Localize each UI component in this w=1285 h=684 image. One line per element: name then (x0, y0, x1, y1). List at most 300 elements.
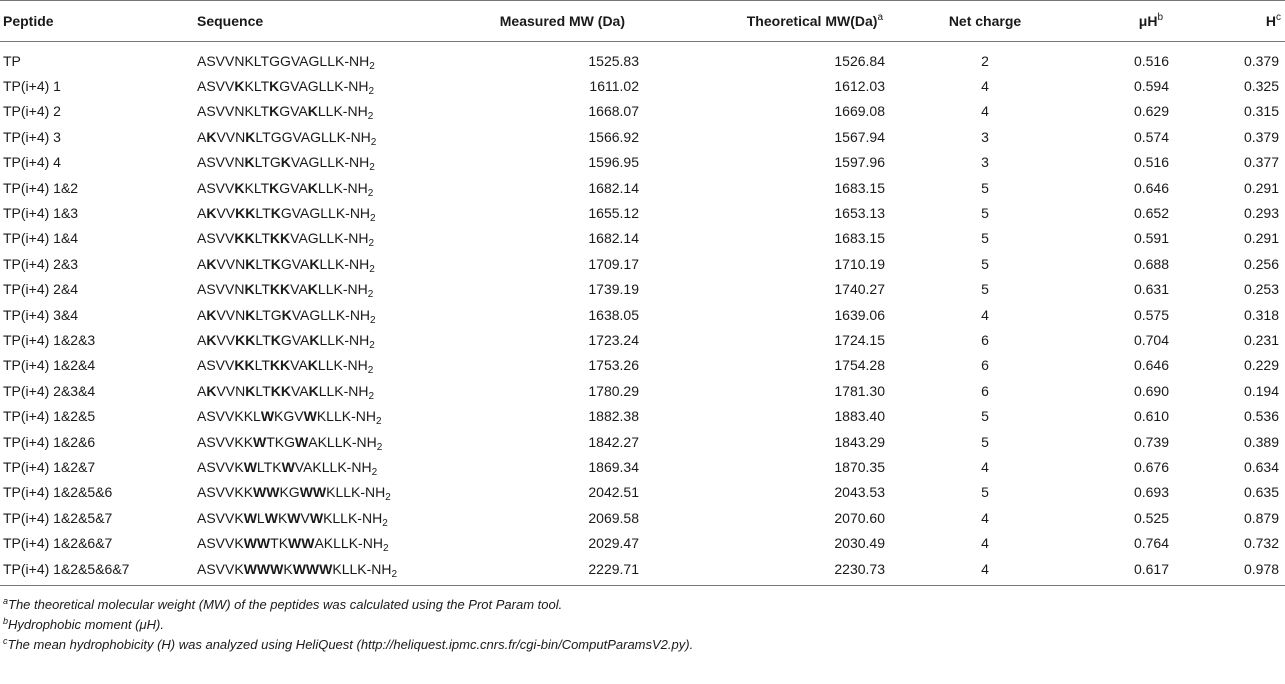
substituted-residue: WW (299, 484, 327, 501)
sequence-segment: ASVVN (197, 154, 245, 171)
table-row (0, 277, 1285, 302)
sequence-segment: GVA (279, 103, 308, 120)
sequence-cell (193, 42, 421, 74)
substituted-residue: K (245, 255, 256, 272)
theoretical-mw-cell: 1653.13 (834, 205, 885, 222)
hydrophobic-moment-cell: 0.594 (1133, 78, 1169, 95)
sequence-cell (193, 505, 421, 530)
table-row (0, 150, 1285, 175)
sequence-cell (193, 150, 421, 175)
substituted-residue: WWW (292, 560, 333, 577)
table-row (0, 175, 1285, 200)
theoretical-mw-cell: 2030.49 (834, 535, 885, 552)
measured-mw-cell: 2042.51 (588, 484, 639, 501)
net-charge-cell: 4 (981, 458, 989, 475)
hydrophobic-moment-cell: 0.610 (1133, 408, 1169, 425)
sequence-segment: KGV (274, 408, 304, 425)
net-charge-cell: 5 (981, 205, 989, 222)
substituted-residue: K (281, 306, 292, 323)
substituted-residue: KK (269, 281, 291, 298)
measured-mw-cell: 1842.27 (588, 433, 639, 450)
sequence-segment: LLK-NH (317, 357, 368, 374)
sequence-segment: LT (254, 357, 270, 374)
substituted-residue: W (295, 433, 309, 450)
substituted-residue: K (206, 205, 217, 222)
footnote (3, 635, 1143, 655)
theoretical-mw-cell: 1567.94 (834, 128, 885, 145)
measured-mw-cell: 1611.02 (589, 78, 639, 95)
hydrophobic-moment-cell: 0.688 (1133, 255, 1169, 272)
substituted-residue: W (281, 458, 295, 475)
substituted-residue: WW (288, 535, 315, 552)
sequence-segment: VA (290, 382, 309, 399)
hydrophobic-moment-cell: 0.525 (1133, 509, 1169, 526)
measured-mw-cell: 1709.17 (588, 255, 639, 272)
net-charge-cell: 3 (981, 128, 989, 145)
substituted-residue: W (287, 509, 301, 526)
peptide-name-cell: TP(i+4) 3&4 (3, 306, 79, 323)
sequence-segment: ASVVK (197, 458, 244, 475)
substituted-residue: W (303, 408, 317, 425)
sequence-segment: ASVVK (197, 509, 244, 526)
sequence-segment: ASVV (197, 230, 235, 247)
hydrophobic-moment-cell: 0.676 (1133, 458, 1169, 475)
sequence-segment: A (197, 306, 207, 323)
substituted-residue: K (206, 331, 217, 348)
sequence-segment: AKLLK-NH (314, 535, 383, 552)
sequence-segment: AKLLK-NH (308, 433, 377, 450)
sequence-cell (193, 429, 421, 454)
substituted-residue: W (260, 408, 275, 425)
theoretical-mw-cell: 1683.15 (834, 230, 885, 247)
sequence-cell (193, 556, 421, 586)
substituted-residue: W (243, 458, 257, 475)
sequence-segment: VVN (216, 382, 246, 399)
hydrophobic-moment-cell: 0.693 (1133, 484, 1169, 501)
hydrophobic-moment-cell: 0.591 (1133, 230, 1169, 247)
substituted-residue: K (269, 78, 280, 95)
table-body (0, 42, 1285, 586)
sequence-segment: ASVVNKLT (197, 103, 270, 120)
substituted-residue: KK (234, 357, 255, 374)
sequence-segment: ASVVKKL (197, 408, 261, 425)
hydrophobic-moment-cell: 0.617 (1049, 556, 1195, 586)
sequence-segment: VVN (216, 255, 246, 272)
sequence-segment: LLK-NH (317, 103, 368, 120)
theoretical-mw-cell: 1669.08 (834, 103, 885, 120)
header-hydrophobic-moment-label: μH (1138, 13, 1158, 29)
amide-subscript: 2 (369, 162, 375, 174)
table-row (0, 505, 1285, 530)
hydrophobicity-cell: 0.379 (1243, 128, 1279, 145)
footnote-text: Hydrophobic moment (μH). (8, 617, 164, 633)
sequence-cell (193, 226, 421, 251)
sequence-segment: LLK-NH (317, 179, 368, 196)
sequence-segment: VAGLLK-NH (290, 154, 370, 171)
substituted-residue: WW (243, 535, 271, 552)
substituted-residue: K (309, 255, 320, 272)
sequence-segment: VVN (216, 306, 246, 323)
sequence-segment: LLK-NH (319, 255, 370, 272)
footnote-mark: c (3, 636, 8, 647)
hydrophobicity-cell: 0.379 (1243, 52, 1279, 69)
sequence-segment: A (197, 255, 207, 272)
substituted-residue: KK (234, 230, 255, 247)
sequence-segment: K (277, 509, 288, 526)
header-peptide: Peptide (0, 1, 193, 42)
sequence-cell (193, 73, 421, 98)
theoretical-mw-cell: 1526.84 (834, 52, 885, 69)
net-charge-cell: 4 (921, 556, 1049, 586)
hydrophobicity-cell: 0.389 (1243, 433, 1279, 450)
net-charge-cell: 5 (981, 433, 989, 450)
peptide-name-cell: TP(i+4) 1&2&7 (3, 458, 96, 475)
theoretical-mw-cell: 1612.03 (834, 78, 885, 95)
theoretical-mw-cell: 2070.60 (834, 509, 885, 526)
sequence-segment: LLK-NH (317, 281, 368, 298)
substituted-residue: W (253, 433, 267, 450)
substituted-residue: WWW (243, 560, 284, 577)
substituted-residue: KK (270, 382, 291, 399)
header-hydrophobic-moment (1049, 1, 1195, 42)
amide-subscript: 2 (370, 314, 376, 326)
measured-mw-cell: 1739.19 (588, 281, 639, 298)
sequence-cell (193, 277, 421, 302)
peptide-name-cell: TP(i+4) 1&2&5&6&7 (0, 556, 193, 586)
substituted-residue: K (206, 255, 217, 272)
sequence-segment: LT (255, 382, 271, 399)
table-row (0, 378, 1285, 403)
net-charge-cell: 5 (981, 484, 989, 501)
sequence-cell (193, 327, 421, 352)
peptide-name-cell: TP (3, 52, 21, 69)
sequence-cell (193, 454, 421, 479)
theoretical-mw-cell: 1740.27 (834, 281, 885, 298)
measured-mw-cell: 1525.83 (588, 52, 639, 69)
substituted-residue: K (234, 179, 245, 196)
header-hydrophobicity-label: H (1265, 13, 1276, 29)
table-row (0, 327, 1285, 352)
substituted-residue: W (309, 509, 324, 526)
sequence-segment: KLT (244, 179, 270, 196)
peptide-name-cell: TP(i+4) 1&2&4 (3, 357, 96, 374)
substituted-residue: K (269, 179, 280, 196)
hydrophobicity-cell: 0.229 (1243, 357, 1279, 374)
substituted-residue: W (243, 509, 257, 526)
substituted-residue: K (307, 357, 318, 374)
measured-mw-cell: 1882.38 (588, 408, 639, 425)
measured-mw-cell: 1682.14 (588, 179, 639, 196)
substituted-residue: K (234, 78, 245, 95)
substituted-residue: K (270, 255, 281, 272)
footnote-mark-b: b (1157, 12, 1163, 23)
hydrophobic-moment-cell: 0.575 (1133, 306, 1169, 323)
amide-subscript: 2 (371, 466, 378, 478)
sequence-segment: LT (254, 230, 270, 247)
table-header (0, 1, 1285, 42)
hydrophobic-moment-cell: 0.574 (1133, 128, 1169, 145)
sequence-segment: LT (255, 331, 271, 348)
sequence-segment: LLK-NH (318, 382, 369, 399)
hydrophobicity-cell: 0.231 (1243, 331, 1279, 348)
hydrophobic-moment-cell: 0.739 (1133, 433, 1169, 450)
peptide-name-cell: TP(i+4) 1&2&6 (3, 433, 96, 450)
peptide-name-cell: TP(i+4) 4 (3, 154, 61, 171)
amide-subscript: 2 (382, 543, 389, 555)
sequence-segment: LTG (254, 154, 281, 171)
hydrophobic-moment-cell: 0.764 (1133, 535, 1169, 552)
hydrophobicity-cell: 0.377 (1243, 154, 1279, 171)
amide-subscript: 2 (369, 263, 375, 275)
sequence-segment: LT (255, 255, 271, 272)
sequence-segment: LTK (256, 458, 282, 475)
table-row (0, 480, 1285, 505)
peptide-name-cell: TP(i+4) 2 (3, 103, 61, 120)
table-row (0, 200, 1285, 225)
table-row (0, 251, 1285, 276)
amide-subscript: 2 (382, 517, 388, 529)
hydrophobic-moment-cell: 0.704 (1133, 331, 1169, 348)
sequence-segment: V (300, 509, 310, 526)
sequence-segment: ASVVN (197, 281, 245, 298)
amide-subscript: 2 (385, 492, 391, 504)
header-theoretical-mw-label: Theoretical MW(Da) (746, 13, 878, 29)
net-charge-cell: 5 (981, 281, 989, 298)
amide-subscript: 2 (367, 289, 374, 301)
sequence-segment: KLLK-NH (323, 509, 383, 526)
hydrophobic-moment-cell: 0.516 (1133, 52, 1169, 69)
sequence-segment: GVAGLLK-NH (280, 205, 371, 222)
footnote-mark: b (3, 616, 9, 627)
amide-subscript: 2 (368, 238, 375, 250)
substituted-residue: K (307, 103, 318, 120)
substituted-residue: K (206, 306, 217, 323)
measured-mw-cell: 2029.47 (588, 535, 639, 552)
theoretical-mw-cell: 2043.53 (834, 484, 885, 501)
sequence-cell (193, 99, 421, 124)
sequence-segment: KLLK-NH (332, 560, 392, 577)
peptide-name-cell: TP(i+4) 1&2&3 (3, 331, 96, 348)
sequence-segment: ASVVKK (197, 484, 254, 501)
sequence-cell (193, 530, 421, 555)
peptide-name-cell: TP(i+4) 2&3 (3, 255, 79, 272)
substituted-residue: K (245, 382, 256, 399)
hydrophobic-moment-cell: 0.646 (1133, 179, 1169, 196)
hydrophobicity-cell: 0.291 (1243, 230, 1279, 247)
measured-mw-cell: 1566.92 (588, 128, 639, 145)
substituted-residue: WW (253, 484, 280, 501)
net-charge-cell: 4 (981, 78, 989, 95)
net-charge-cell: 4 (981, 306, 989, 323)
substituted-residue: K (245, 128, 256, 145)
theoretical-mw-cell: 1639.06 (834, 306, 885, 323)
sequence-segment: GVAGLLK-NH (279, 78, 369, 95)
net-charge-cell: 6 (981, 357, 989, 374)
amide-subscript: 2 (369, 60, 375, 72)
sequence-segment: A (197, 382, 207, 399)
measured-mw-cell: 1596.95 (588, 154, 639, 171)
peptide-name-cell: TP(i+4) 3 (3, 128, 61, 145)
substituted-residue: K (308, 382, 319, 399)
hydrophobicity-cell: 0.732 (1243, 535, 1279, 552)
peptide-name-cell: TP(i+4) 1 (3, 78, 61, 95)
measured-mw-cell: 1655.12 (588, 205, 639, 222)
substituted-residue: K (269, 103, 280, 120)
substituted-residue: K (244, 281, 255, 298)
footnote-mark-a: a (877, 12, 883, 23)
sequence-segment: ASVV (197, 357, 235, 374)
substituted-residue: K (280, 154, 291, 171)
sequence-segment: GVA (279, 179, 308, 196)
sequence-segment: GVA (280, 255, 310, 272)
amide-subscript: 2 (375, 416, 382, 428)
sequence-segment: L (256, 509, 265, 526)
substituted-residue: KK (235, 205, 256, 222)
sequence-segment: VV (216, 205, 236, 222)
amide-subscript: 2 (391, 568, 398, 580)
hydrophobicity-cell: 0.635 (1243, 484, 1279, 501)
substituted-residue: K (244, 154, 255, 171)
sequence-cell (193, 200, 421, 225)
net-charge-cell: 6 (981, 382, 989, 399)
peptide-name-cell: TP(i+4) 1&2&5 (3, 408, 96, 425)
table-row (0, 302, 1285, 327)
theoretical-mw-cell: 1754.28 (834, 357, 885, 374)
sequence-segment: VAKLLK-NH (294, 458, 372, 475)
footnote-mark-c: c (1276, 12, 1281, 23)
footnote (3, 595, 1143, 615)
table-row (0, 429, 1285, 454)
amide-subscript: 2 (367, 365, 374, 377)
sequence-segment: ASVVNKLTGGVAGLLK-NH (197, 52, 370, 69)
sequence-segment: LTGGVAGLLK-NH (255, 128, 371, 145)
hydrophobicity-cell: 0.536 (1243, 408, 1279, 425)
substituted-residue: K (270, 205, 281, 222)
substituted-residue: K (245, 306, 256, 323)
hydrophobicity-cell: 0.634 (1243, 458, 1279, 475)
peptide-name-cell: TP(i+4) 1&2 (3, 179, 79, 196)
net-charge-cell: 6 (981, 331, 989, 348)
peptide-name-cell: TP(i+4) 2&4 (3, 281, 79, 298)
header-hydrophobicity (1195, 1, 1285, 42)
peptide-name-cell: TP(i+4) 1&2&5&7 (3, 509, 113, 526)
sequence-segment: LTG (255, 306, 282, 323)
sequence-segment: A (197, 205, 207, 222)
sequence-segment: LT (255, 205, 271, 222)
measured-mw-cell: 1668.07 (588, 103, 639, 120)
sequence-cell (193, 353, 421, 378)
footnote-mark: a (3, 596, 9, 607)
measured-mw-cell: 2229.71 (421, 556, 669, 586)
sequence-cell (193, 175, 421, 200)
hydrophobicity-cell: 0.256 (1243, 255, 1279, 272)
header-row (0, 1, 1285, 42)
hydrophobicity-cell: 0.318 (1243, 306, 1279, 323)
sequence-segment: ASVV (197, 78, 235, 95)
table-row (0, 42, 1285, 74)
measured-mw-cell: 1682.14 (588, 230, 639, 247)
measured-mw-cell: 1753.26 (588, 357, 639, 374)
measured-mw-cell: 2069.58 (588, 509, 639, 526)
theoretical-mw-cell: 1724.15 (834, 331, 885, 348)
sequence-segment: A (197, 128, 207, 145)
sequence-segment: ASVVK (197, 560, 244, 577)
amide-subscript: 2 (367, 187, 374, 199)
table-footnotes (0, 595, 1143, 655)
theoretical-mw-cell: 1597.96 (834, 154, 885, 171)
amide-subscript: 2 (376, 441, 383, 453)
hydrophobic-moment-cell: 0.629 (1133, 103, 1169, 120)
net-charge-cell: 2 (981, 52, 989, 69)
sequence-segment: KLLK-NH (326, 484, 386, 501)
hydrophobicity-cell: 0.253 (1243, 281, 1279, 298)
sequence-cell (193, 124, 421, 149)
sequence-segment: ASVV (197, 179, 235, 196)
hydrophobic-moment-cell: 0.516 (1133, 154, 1169, 171)
sequence-segment: VV (216, 331, 236, 348)
footnote (3, 615, 1143, 635)
table-row (0, 73, 1285, 98)
net-charge-cell: 4 (981, 509, 989, 526)
net-charge-cell: 5 (981, 230, 989, 247)
sequence-segment: VAGLLK-NH (290, 230, 369, 247)
sequence-segment: VA (290, 281, 308, 298)
substituted-residue: K (206, 128, 217, 145)
footnote-text: The theoretical molecular weight (MW) of the peptides was calculated using the Prot Param tool. (8, 597, 563, 613)
amide-subscript: 2 (368, 86, 375, 98)
table-row (0, 124, 1285, 149)
sequence-segment: LLK-NH (319, 331, 370, 348)
hydrophobic-moment-cell: 0.646 (1133, 357, 1169, 374)
sequence-segment: VA (290, 357, 308, 374)
sequence-segment: LT (254, 281, 270, 298)
substituted-residue: K (206, 382, 217, 399)
sequence-cell (193, 251, 421, 276)
theoretical-mw-cell: 1870.35 (834, 458, 885, 475)
hydrophobicity-cell: 0.315 (1243, 103, 1279, 120)
sequence-segment: VVN (216, 128, 246, 145)
sequence-segment: ASVVKK (197, 433, 254, 450)
theoretical-mw-cell: 1883.40 (834, 408, 885, 425)
sequence-segment: K (283, 560, 293, 577)
amide-subscript: 2 (368, 390, 375, 402)
table-row (0, 556, 1285, 586)
substituted-residue: K (307, 179, 318, 196)
measured-mw-cell: 1638.05 (588, 306, 639, 323)
hydrophobicity-cell: 0.293 (1243, 205, 1279, 222)
sequence-segment: KG (279, 484, 300, 501)
sequence-segment: KLLK-NH (316, 408, 376, 425)
sequence-cell (193, 403, 421, 428)
amide-subscript: 2 (370, 136, 377, 148)
sequence-segment: A (197, 331, 207, 348)
peptide-name-cell: TP(i+4) 1&3 (3, 205, 79, 222)
sequence-cell (193, 302, 421, 327)
amide-subscript: 2 (369, 339, 375, 351)
sequence-cell (193, 378, 421, 403)
substituted-residue: KK (269, 230, 291, 247)
hydrophobic-moment-cell: 0.690 (1133, 382, 1169, 399)
theoretical-mw-cell: 1781.30 (834, 382, 885, 399)
header-sequence: Sequence (193, 1, 421, 42)
theoretical-mw-cell: 2230.73 (669, 556, 921, 586)
substituted-residue: K (307, 281, 318, 298)
net-charge-cell: 4 (981, 103, 989, 120)
header-measured-mw: Measured MW (Da) (421, 1, 669, 42)
sequence-segment: TK (270, 535, 289, 552)
sequence-segment: GVA (280, 331, 310, 348)
theoretical-mw-cell: 1843.29 (834, 433, 885, 450)
